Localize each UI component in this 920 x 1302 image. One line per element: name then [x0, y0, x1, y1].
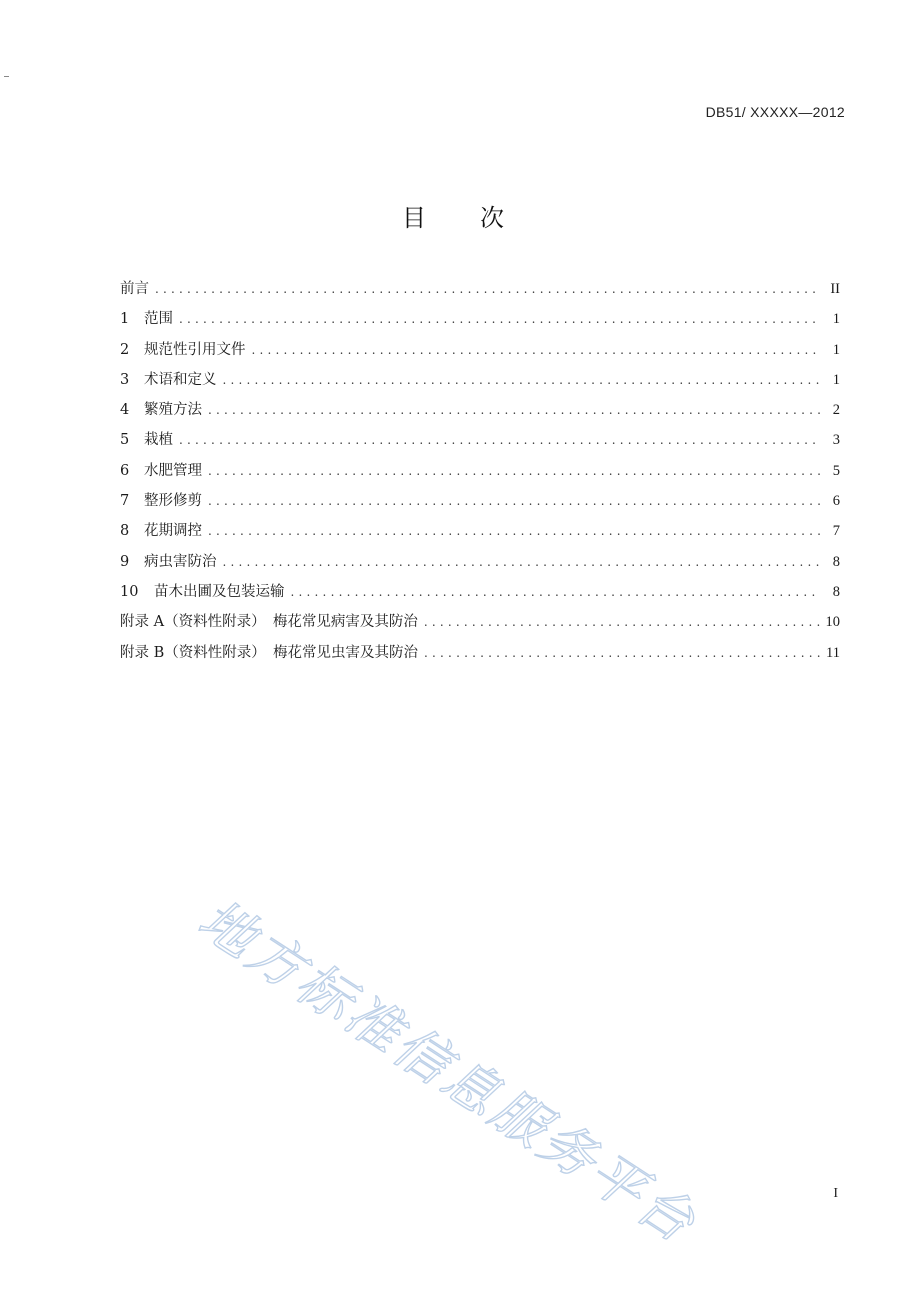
toc-entry-label: 附录 B（资料性附录） 梅花常见虫害及其防治: [120, 644, 419, 661]
toc-entry-nursery-transport[interactable]: [120, 577, 840, 607]
toc-leader-dots: [291, 577, 821, 607]
toc-entry-number: 2: [120, 341, 130, 358]
toc-entry-page: 8: [832, 583, 840, 600]
toc-entry-scope[interactable]: [120, 304, 840, 334]
toc-entry-label: 范围: [144, 311, 173, 328]
toc-entry-normative-references[interactable]: [120, 335, 840, 365]
toc-entry-water-fertilizer[interactable]: [120, 456, 840, 486]
toc-entry-number: 8: [120, 523, 130, 540]
toc-entry-page: 6: [832, 493, 840, 510]
toc-entry-page: 1: [832, 371, 840, 388]
table-of-contents: [120, 274, 840, 668]
toc-leader-dots: [223, 365, 821, 395]
toc-entry-page: II: [830, 281, 840, 297]
toc-leader-dots: [208, 516, 820, 546]
toc-entry-page: 8: [832, 553, 840, 570]
toc-entry-page: 2: [832, 402, 840, 419]
toc-entry-flowering-control[interactable]: [120, 516, 840, 546]
toc-entry-label: 苗木出圃及包装运输: [154, 583, 285, 600]
toc-entry-page: 11: [826, 644, 840, 661]
toc-leader-dots: [424, 638, 820, 668]
toc-leader-dots: [179, 425, 820, 455]
toc-entry-number: 3: [120, 371, 130, 388]
toc-entry-preface[interactable]: [120, 274, 840, 304]
toc-entry-planting[interactable]: [120, 425, 840, 455]
toc-entry-label: 规范性引用文件: [144, 341, 246, 358]
toc-leader-dots: [155, 274, 820, 304]
toc-entry-page: 5: [832, 462, 840, 479]
toc-leader-dots: [208, 395, 820, 425]
toc-entry-pruning[interactable]: [120, 486, 840, 516]
toc-entry-terms[interactable]: [120, 365, 840, 395]
toc-entry-page: 1: [832, 341, 840, 358]
toc-entry-propagation[interactable]: [120, 395, 840, 425]
toc-entry-label: 水肥管理: [144, 462, 202, 479]
toc-entry-label: 繁殖方法: [144, 402, 202, 419]
toc-leader-dots: [208, 456, 820, 486]
toc-entry-pest-control[interactable]: [120, 547, 840, 577]
toc-entry-label: 整形修剪: [144, 493, 202, 510]
toc-entry-appendix-a[interactable]: [120, 607, 840, 637]
toc-entry-number: 10: [120, 583, 139, 600]
toc-leader-dots: [179, 304, 820, 334]
watermark-text: 地方标准信息服务平台: [187, 887, 709, 1256]
toc-leader-dots: [223, 547, 821, 577]
toc-leader-dots: [208, 486, 820, 516]
toc-entry-number: 1: [120, 311, 130, 328]
page-number: I: [833, 1186, 838, 1201]
toc-entry-number: 7: [120, 493, 130, 510]
toc-entry-page: 10: [825, 614, 840, 631]
toc-entry-label: 术语和定义: [144, 371, 217, 388]
toc-entry-number: 6: [120, 462, 130, 479]
toc-entry-number: 5: [120, 432, 130, 449]
toc-entry-number: 4: [120, 402, 130, 419]
toc-entry-appendix-b[interactable]: [120, 638, 840, 668]
toc-entry-label: 附录 A（资料性附录） 梅花常见病害及其防治: [120, 614, 418, 631]
toc-entry-page: 1: [832, 311, 840, 328]
toc-entry-label: 栽植: [144, 432, 173, 449]
standard-code: DB51/ XXXXX—2012: [705, 104, 845, 120]
toc-leader-dots: [252, 335, 821, 365]
toc-title: 目次: [402, 204, 558, 232]
toc-leader-dots: [424, 607, 820, 637]
toc-entry-label: 前言: [120, 281, 149, 297]
toc-entry-page: 7: [832, 523, 840, 540]
toc-entry-number: 9: [120, 553, 130, 570]
scan-mark: [4, 76, 9, 77]
toc-entry-label: 病虫害防治: [144, 553, 217, 570]
toc-entry-label: 花期调控: [144, 523, 202, 540]
toc-entry-page: 3: [832, 432, 840, 449]
